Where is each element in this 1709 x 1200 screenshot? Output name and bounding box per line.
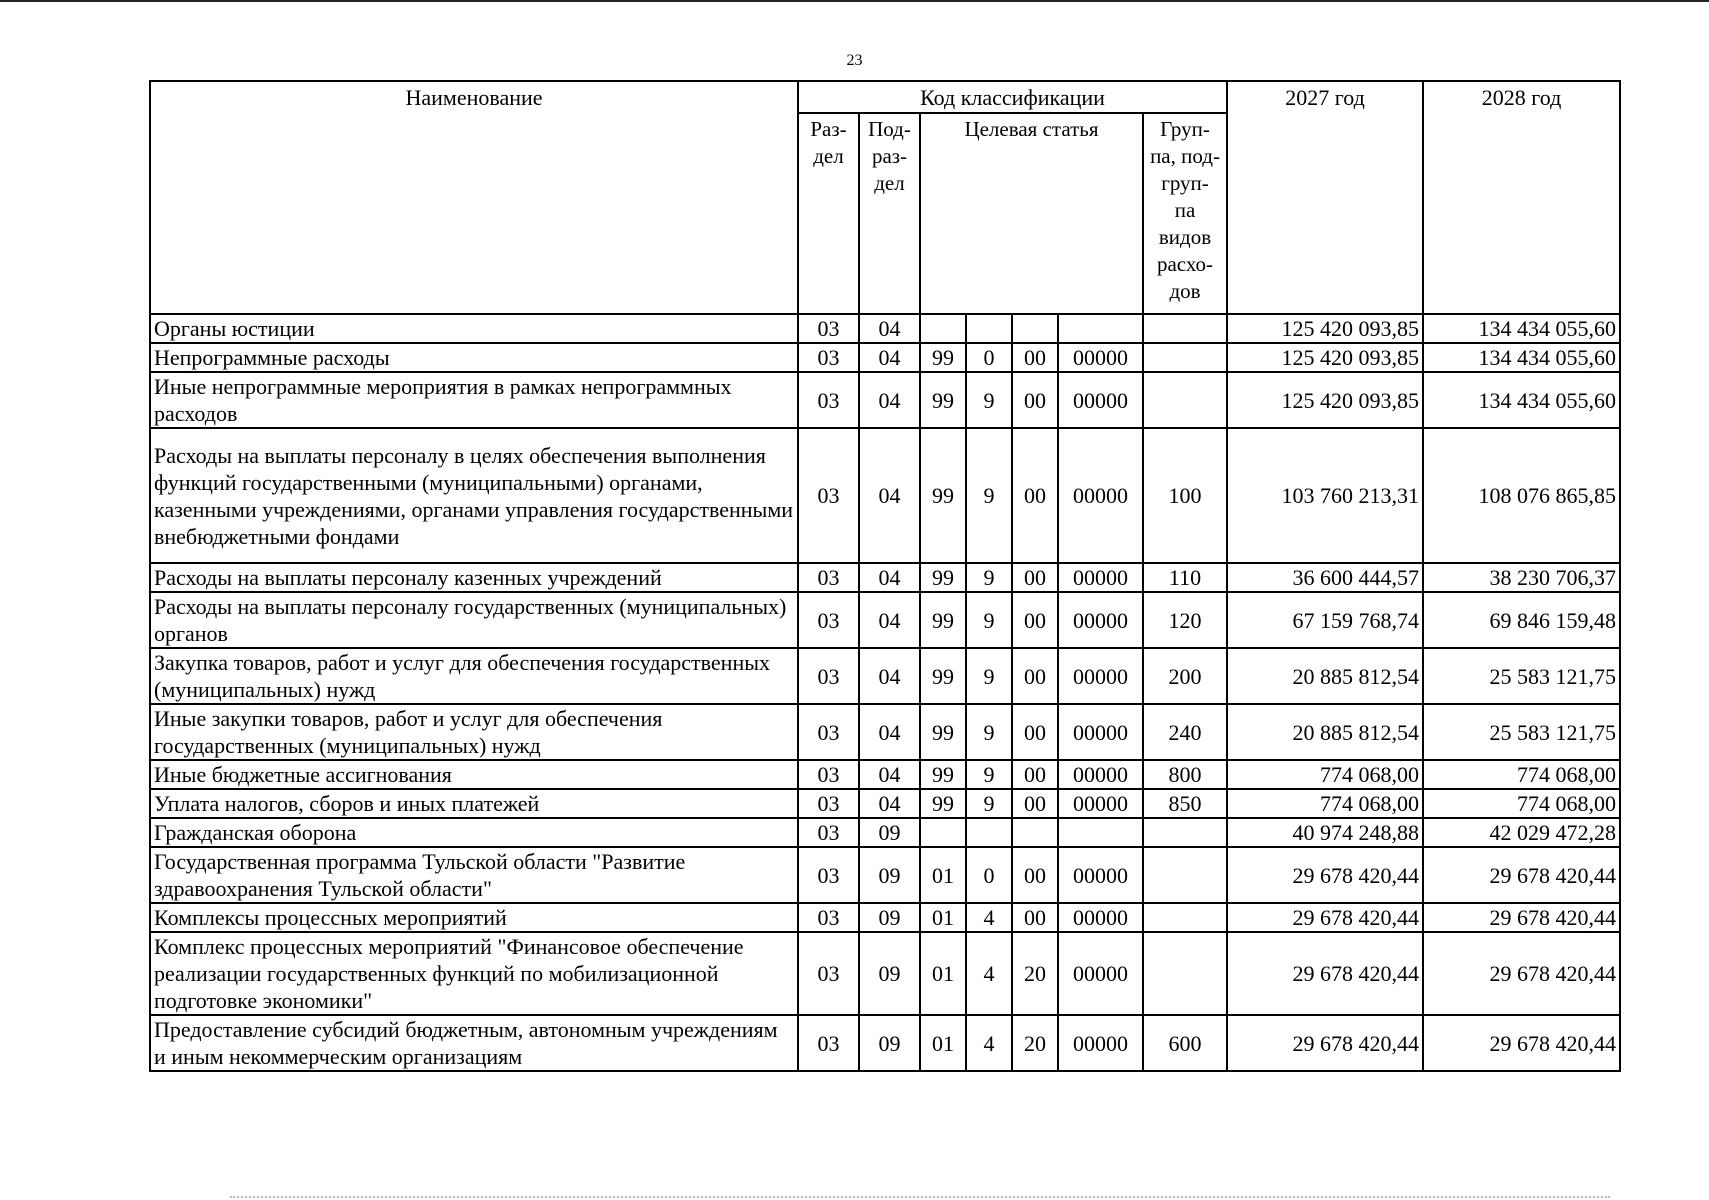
row-name: Комплекс процессных мероприятий "Финансовое обеспечение реализации государственных функций по мобилизационной подготовке экономики" [150, 932, 798, 1015]
row-podrazdel: 09 [859, 903, 920, 932]
row-name: Иные закупки товаров, работ и услуг для обеспечения государственных (муниципальных) нужд [150, 704, 798, 760]
row-podrazdel: 04 [859, 563, 920, 592]
row-amount-2027: 29 678 420,44 [1227, 1015, 1423, 1071]
row-target-program: 99 [920, 343, 966, 372]
row-amount-2027: 29 678 420,44 [1227, 903, 1423, 932]
row-expense-group: 800 [1143, 760, 1227, 789]
row-target-subprogram: 20 [1012, 1015, 1058, 1071]
row-target-direction: 00000 [1058, 592, 1143, 648]
row-name: Предоставление субсидий бюджетным, автономным учреждениям и иным некоммерческим организациям [150, 1015, 798, 1071]
row-expense-group: 120 [1143, 592, 1227, 648]
row-razdel: 03 [798, 428, 859, 563]
row-target-subprogram [1012, 314, 1058, 343]
row-target-subprogram: 00 [1012, 760, 1058, 789]
table-row [150, 428, 1620, 563]
row-target-type: 9 [966, 592, 1012, 648]
table-row [150, 704, 1620, 760]
row-amount-2027: 125 420 093,85 [1227, 343, 1423, 372]
row-target-program: 01 [920, 903, 966, 932]
row-razdel: 03 [798, 592, 859, 648]
row-target-subprogram: 00 [1012, 648, 1058, 704]
row-razdel: 03 [798, 563, 859, 592]
row-expense-group [1143, 372, 1227, 428]
row-podrazdel: 04 [859, 789, 920, 818]
row-expense-group [1143, 903, 1227, 932]
table-row [150, 932, 1620, 1015]
row-razdel: 03 [798, 1015, 859, 1071]
table-row [150, 563, 1620, 592]
table-row [150, 760, 1620, 789]
row-name: Иные бюджетные ассигнования [150, 760, 798, 789]
row-amount-2027: 29 678 420,44 [1227, 932, 1423, 1015]
row-target-type: 9 [966, 372, 1012, 428]
row-amount-2028: 774 068,00 [1423, 789, 1620, 818]
row-target-type: 9 [966, 789, 1012, 818]
row-razdel: 03 [798, 789, 859, 818]
row-target-subprogram: 00 [1012, 789, 1058, 818]
row-target-program: 99 [920, 592, 966, 648]
row-podrazdel: 04 [859, 648, 920, 704]
row-name: Государственная программа Тульской области "Развитие здравоохранения Тульской области" [150, 847, 798, 903]
row-podrazdel: 04 [859, 704, 920, 760]
row-target-type: 9 [966, 428, 1012, 563]
row-razdel: 03 [798, 847, 859, 903]
row-podrazdel: 04 [859, 592, 920, 648]
row-target-program: 99 [920, 704, 966, 760]
header-razdel: Раз- дел [798, 113, 859, 314]
row-target-program: 99 [920, 372, 966, 428]
row-target-type: 9 [966, 704, 1012, 760]
row-target-program: 99 [920, 563, 966, 592]
row-amount-2027: 103 760 213,31 [1227, 428, 1423, 563]
row-expense-group: 600 [1143, 1015, 1227, 1071]
row-target-program: 99 [920, 648, 966, 704]
row-target-program [920, 818, 966, 847]
header-year-2027: 2027 год [1227, 81, 1423, 314]
row-expense-group: 100 [1143, 428, 1227, 563]
header-expense-group: Груп- па, под- груп- па видов расхо- дов [1143, 113, 1227, 314]
row-amount-2028: 29 678 420,44 [1423, 847, 1620, 903]
row-target-direction: 00000 [1058, 428, 1143, 563]
row-target-program [920, 314, 966, 343]
row-name: Иные непрограммные мероприятия в рамках непрограммных расходов [150, 372, 798, 428]
row-amount-2027: 20 885 812,54 [1227, 704, 1423, 760]
row-podrazdel: 09 [859, 818, 920, 847]
row-amount-2027: 29 678 420,44 [1227, 847, 1423, 903]
row-target-type: 0 [966, 847, 1012, 903]
header-year-2028: 2028 год [1423, 81, 1620, 314]
row-target-type [966, 818, 1012, 847]
row-amount-2028: 134 434 055,60 [1423, 314, 1620, 343]
row-name: Органы юстиции [150, 314, 798, 343]
budget-table [149, 80, 1621, 1072]
row-amount-2028: 29 678 420,44 [1423, 903, 1620, 932]
row-razdel: 03 [798, 903, 859, 932]
row-expense-group [1143, 818, 1227, 847]
row-target-direction: 00000 [1058, 789, 1143, 818]
row-podrazdel: 09 [859, 1015, 920, 1071]
header-podrazdel: Под- раз- дел [859, 113, 920, 314]
table-row [150, 789, 1620, 818]
row-amount-2028: 108 076 865,85 [1423, 428, 1620, 563]
table-row [150, 1015, 1620, 1071]
row-razdel: 03 [798, 704, 859, 760]
row-podrazdel: 04 [859, 372, 920, 428]
header-classification: Код классификации [798, 81, 1227, 113]
table-row [150, 314, 1620, 343]
row-name: Комплексы процессных мероприятий [150, 903, 798, 932]
row-target-direction: 00000 [1058, 563, 1143, 592]
top-rule [0, 0, 1709, 2]
row-target-type: 0 [966, 343, 1012, 372]
row-name: Расходы на выплаты персоналу казенных учреждений [150, 563, 798, 592]
row-amount-2028: 134 434 055,60 [1423, 343, 1620, 372]
row-expense-group: 200 [1143, 648, 1227, 704]
row-target-program: 01 [920, 932, 966, 1015]
row-target-type: 4 [966, 903, 1012, 932]
row-podrazdel: 09 [859, 847, 920, 903]
row-target-program: 01 [920, 1015, 966, 1071]
row-target-subprogram: 00 [1012, 704, 1058, 760]
table-row [150, 372, 1620, 428]
row-target-subprogram: 00 [1012, 847, 1058, 903]
row-amount-2028: 25 583 121,75 [1423, 704, 1620, 760]
row-amount-2027: 20 885 812,54 [1227, 648, 1423, 704]
row-target-type: 9 [966, 563, 1012, 592]
row-target-subprogram: 00 [1012, 428, 1058, 563]
table-row [150, 903, 1620, 932]
row-amount-2028: 134 434 055,60 [1423, 372, 1620, 428]
row-target-direction [1058, 314, 1143, 343]
row-name: Непрограммные расходы [150, 343, 798, 372]
header-target-article: Целевая статья [920, 113, 1143, 314]
row-name: Закупка товаров, работ и услуг для обеспечения государственных (муниципальных) нужд [150, 648, 798, 704]
row-amount-2027: 67 159 768,74 [1227, 592, 1423, 648]
row-target-program: 99 [920, 789, 966, 818]
row-razdel: 03 [798, 372, 859, 428]
row-target-subprogram: 00 [1012, 563, 1058, 592]
row-amount-2028: 774 068,00 [1423, 760, 1620, 789]
row-razdel: 03 [798, 932, 859, 1015]
row-name: Уплата налогов, сборов и иных платежей [150, 789, 798, 818]
row-target-direction: 00000 [1058, 648, 1143, 704]
row-expense-group: 110 [1143, 563, 1227, 592]
row-target-direction: 00000 [1058, 847, 1143, 903]
row-expense-group [1143, 343, 1227, 372]
row-expense-group: 850 [1143, 789, 1227, 818]
row-amount-2027: 125 420 093,85 [1227, 314, 1423, 343]
row-target-type [966, 314, 1012, 343]
row-target-program: 99 [920, 760, 966, 789]
row-razdel: 03 [798, 314, 859, 343]
row-podrazdel: 04 [859, 343, 920, 372]
row-amount-2027: 774 068,00 [1227, 760, 1423, 789]
row-expense-group [1143, 932, 1227, 1015]
row-target-direction: 00000 [1058, 903, 1143, 932]
row-target-subprogram: 20 [1012, 932, 1058, 1015]
table-row [150, 847, 1620, 903]
row-target-direction: 00000 [1058, 760, 1143, 789]
table-row [150, 648, 1620, 704]
table-header [150, 81, 1620, 314]
row-target-subprogram [1012, 818, 1058, 847]
row-amount-2027: 125 420 093,85 [1227, 372, 1423, 428]
row-amount-2028: 42 029 472,28 [1423, 818, 1620, 847]
row-target-subprogram: 00 [1012, 903, 1058, 932]
row-amount-2028: 38 230 706,37 [1423, 563, 1620, 592]
row-expense-group [1143, 847, 1227, 903]
row-razdel: 03 [798, 760, 859, 789]
table-row [150, 592, 1620, 648]
row-target-type: 4 [966, 932, 1012, 1015]
row-amount-2028: 69 846 159,48 [1423, 592, 1620, 648]
row-target-type: 9 [966, 760, 1012, 789]
row-target-type: 4 [966, 1015, 1012, 1071]
row-name: Расходы на выплаты персоналу в целях обеспечения выполнения функций государственными (муниципальными) органами, казенными учреждениями, органами управления государственными внебюджетными фондами [150, 428, 798, 563]
row-razdel: 03 [798, 343, 859, 372]
row-podrazdel: 04 [859, 314, 920, 343]
row-target-type: 9 [966, 648, 1012, 704]
row-target-direction: 00000 [1058, 704, 1143, 760]
row-amount-2028: 29 678 420,44 [1423, 932, 1620, 1015]
header-name: Наименование [150, 81, 798, 314]
table-row [150, 343, 1620, 372]
row-amount-2027: 36 600 444,57 [1227, 563, 1423, 592]
row-target-direction [1058, 818, 1143, 847]
page-number: 23 [846, 52, 863, 69]
row-target-subprogram: 00 [1012, 592, 1058, 648]
row-target-direction: 00000 [1058, 1015, 1143, 1071]
row-name: Гражданская оборона [150, 818, 798, 847]
row-target-direction: 00000 [1058, 372, 1143, 428]
row-amount-2028: 29 678 420,44 [1423, 1015, 1620, 1071]
row-target-direction: 00000 [1058, 343, 1143, 372]
row-podrazdel: 04 [859, 760, 920, 789]
row-razdel: 03 [798, 818, 859, 847]
row-amount-2027: 774 068,00 [1227, 789, 1423, 818]
row-target-direction: 00000 [1058, 932, 1143, 1015]
table-body [150, 314, 1620, 1071]
table-row [150, 818, 1620, 847]
row-podrazdel: 09 [859, 932, 920, 1015]
row-amount-2028: 25 583 121,75 [1423, 648, 1620, 704]
row-amount-2027: 40 974 248,88 [1227, 818, 1423, 847]
row-target-subprogram: 00 [1012, 343, 1058, 372]
row-razdel: 03 [798, 648, 859, 704]
row-target-program: 99 [920, 428, 966, 563]
bottom-dotted-line [230, 1196, 1610, 1198]
row-expense-group [1143, 314, 1227, 343]
row-podrazdel: 04 [859, 428, 920, 563]
row-expense-group: 240 [1143, 704, 1227, 760]
row-target-subprogram: 00 [1012, 372, 1058, 428]
row-target-program: 01 [920, 847, 966, 903]
row-name: Расходы на выплаты персоналу государственных (муниципальных) органов [150, 592, 798, 648]
